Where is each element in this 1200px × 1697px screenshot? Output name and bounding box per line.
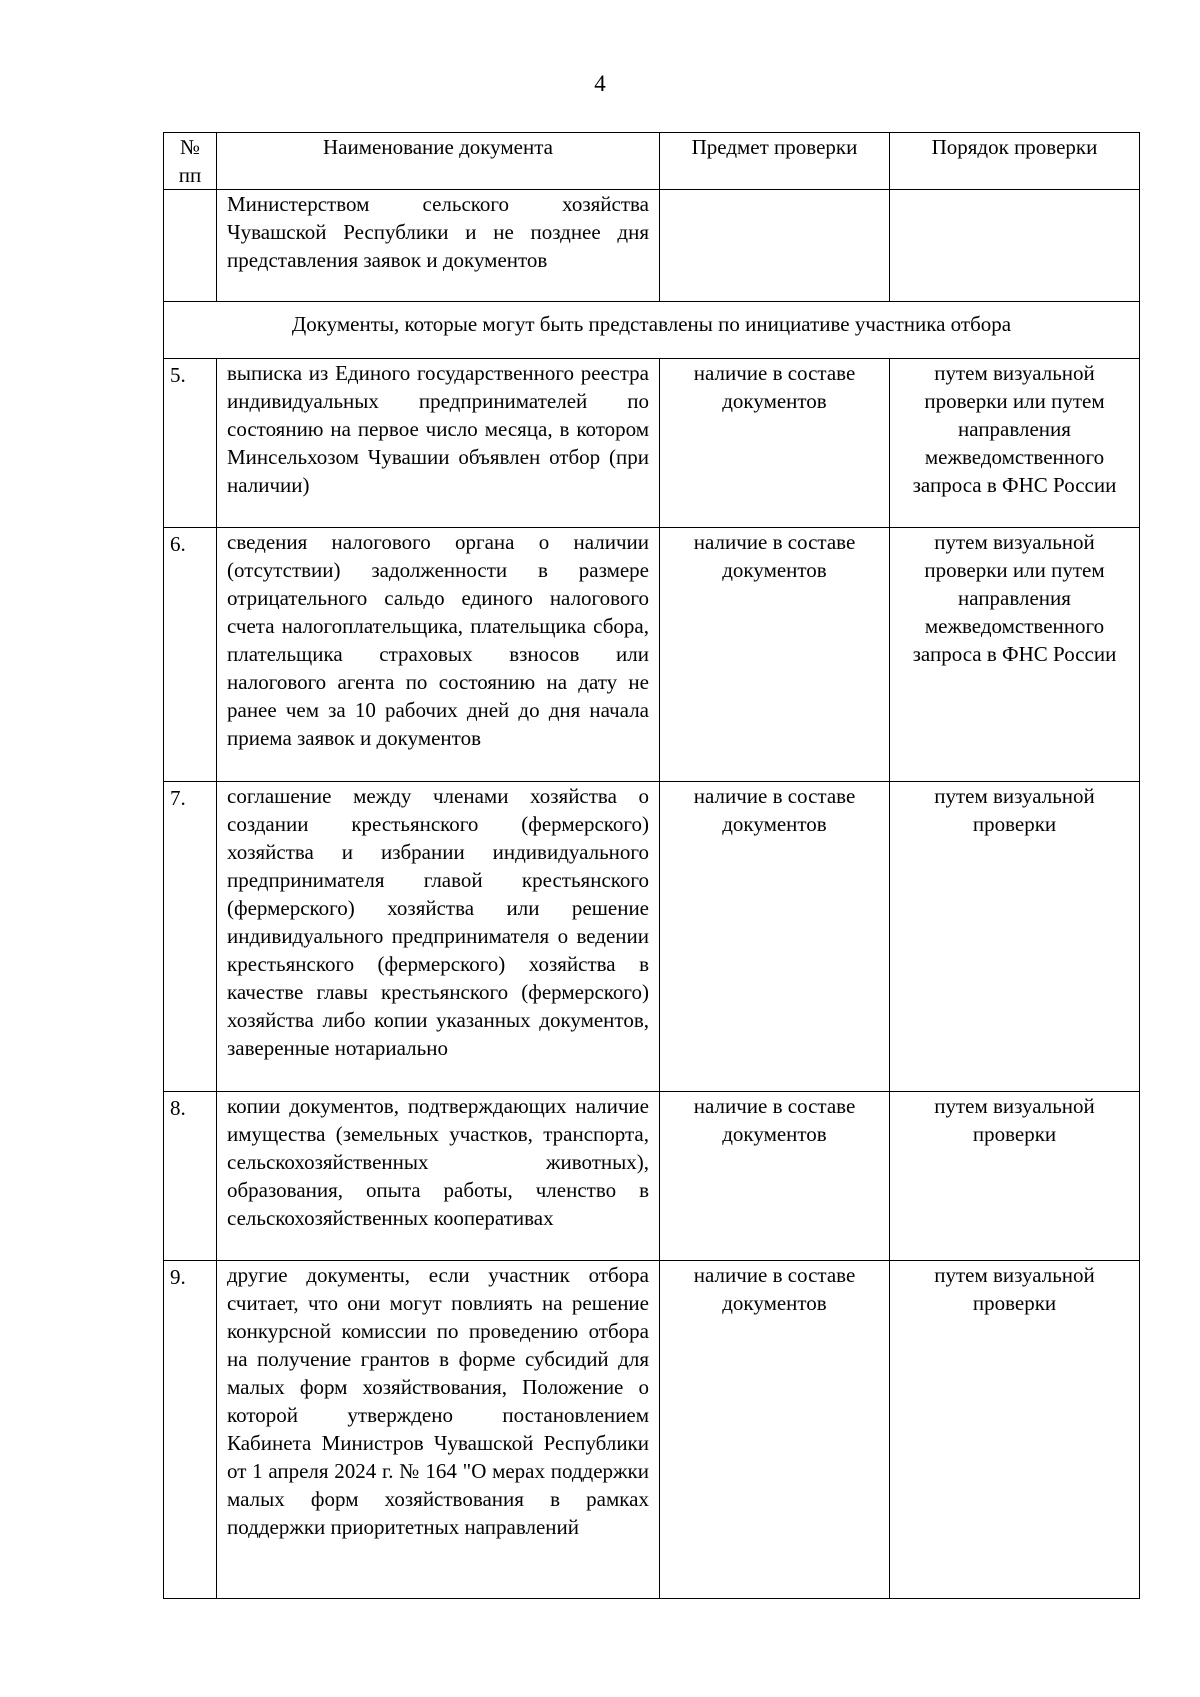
row-procedure: путем визуальной проверки [890, 1261, 1140, 1599]
table-row [164, 528, 1140, 782]
row-document-name: соглашение между членами хозяйства о создании крестьянского (фермерского) хозяйства и избрании индивидуального предпринимателя главой крестьянского (фермерского) хозяйства или решение индивидуального предпринимателя о ведении крестьянского (фермерского) хозяйства в качестве главы крестьянского (фермерского) хозяйства либо копии указанных документов, заверенные нотариально [217, 782, 660, 1092]
row-num: 9. [164, 1261, 217, 1599]
header-procedure: Порядок проверки [890, 133, 1140, 190]
row-procedure: путем визуальной проверки [890, 782, 1140, 1092]
table-row [164, 1261, 1140, 1599]
header-num: № пп [164, 133, 217, 190]
continuation-num [164, 190, 217, 302]
row-num: 8. [164, 1092, 217, 1261]
page-number: 4 [594, 71, 606, 96]
row-document-name: выписка из Единого государственного реестра индивидуальных предпринимателей по состоянию на первое число месяца, в котором Минсельхозом Чувашии объявлен отбор (при наличии) [217, 359, 660, 528]
continuation-procedure [890, 190, 1140, 302]
row-document-name: копии документов, подтверждающих наличие имущества (земельных участков, транспорта, сельскохозяйственных животных), образования, опыта работы, членство в сельскохозяйственных кооперативах [217, 1092, 660, 1261]
section-title-row [164, 302, 1140, 359]
row-subject: наличие в составе документов [660, 1261, 890, 1599]
header-document-name: Наименование документа [217, 133, 660, 190]
row-subject: наличие в составе документов [660, 1092, 890, 1261]
table-header-row [164, 133, 1140, 190]
table-row-continuation [164, 190, 1140, 302]
header-subject: Предмет проверки [660, 133, 890, 190]
section-title: Документы, которые могут быть представлены по инициативе участника отбора [164, 302, 1140, 359]
row-document-name: другие документы, если участник отбора считает, что они могут повлиять на решение конкурсной комиссии по проведению отбора на получение грантов в форме субсидий для малых форм хозяйствования, Положение о которой утверждено постановлением Кабинета Министров Чувашской Республики от 1 апреля 2024 г. № 164 "О мерах поддержки малых форм хозяйствования в рамках поддержки приоритетных направлений [217, 1261, 660, 1599]
continuation-name: Министерством сельского хозяйства Чувашской Республики и не позднее дня представления заявок и документов [217, 190, 660, 302]
row-subject: наличие в составе документов [660, 528, 890, 782]
row-num: 6. [164, 528, 217, 782]
row-subject: наличие в составе документов [660, 782, 890, 1092]
row-document-name: сведения налогового органа о наличии (отсутствии) задолженности в размере отрицательного сальдо единого налогового счета налогоплательщика, плательщика сбора, плательщика страховых взносов или налогового агента по состоянию на дату не ранее чем за 10 рабочих дней до дня начала приема заявок и документов [217, 528, 660, 782]
row-subject: наличие в составе документов [660, 359, 890, 528]
table-row [164, 782, 1140, 1092]
documents-table [163, 132, 1140, 1599]
table-row [164, 359, 1140, 528]
row-procedure: путем визуальной проверки или путем направления межведомственного запроса в ФНС России [890, 359, 1140, 528]
row-num: 5. [164, 359, 217, 528]
table-row [164, 1092, 1140, 1261]
row-num: 7. [164, 782, 217, 1092]
row-procedure: путем визуальной проверки или путем направления межведомственного запроса в ФНС России [890, 528, 1140, 782]
continuation-subject [660, 190, 890, 302]
row-procedure: путем визуальной проверки [890, 1092, 1140, 1261]
